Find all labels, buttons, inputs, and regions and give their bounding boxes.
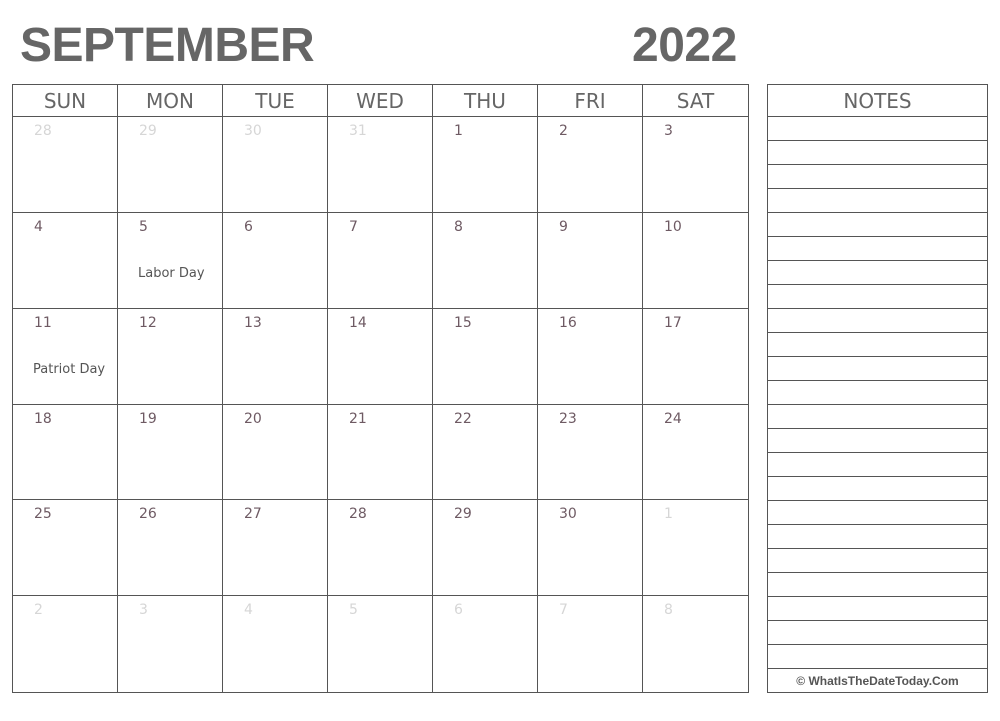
month-title: SEPTEMBER — [20, 19, 315, 72]
day-cell — [13, 309, 118, 405]
day-number: 27 — [244, 506, 262, 523]
note-line — [768, 597, 987, 621]
day-number: 4 — [34, 218, 43, 235]
weekday-header-wed: WED — [328, 85, 433, 117]
day-number: 1 — [664, 506, 673, 523]
day-cell — [643, 117, 748, 213]
weekday-header-thu: THU — [433, 85, 538, 117]
day-cell — [13, 500, 118, 596]
note-line — [768, 645, 987, 669]
day-cell — [433, 405, 538, 501]
day-number: 1 — [454, 123, 463, 139]
day-cell — [643, 309, 748, 405]
day-cell — [223, 596, 328, 692]
day-cell — [643, 500, 748, 596]
note-line — [768, 117, 987, 141]
day-number: 2 — [34, 602, 43, 619]
day-number: 4 — [244, 602, 253, 619]
day-cell — [328, 213, 433, 309]
day-cell — [328, 117, 433, 213]
day-number: 7 — [349, 218, 358, 235]
day-cell — [538, 500, 643, 596]
day-number: 13 — [244, 314, 262, 331]
day-number: 17 — [664, 314, 682, 331]
note-line — [768, 261, 987, 285]
day-number: 25 — [34, 506, 52, 523]
day-cell — [223, 309, 328, 405]
day-number: 29 — [139, 123, 157, 139]
day-number: 6 — [244, 218, 253, 235]
day-cell — [433, 213, 538, 309]
day-number: 24 — [664, 410, 682, 427]
day-number: 8 — [454, 218, 463, 235]
note-line — [768, 237, 987, 261]
day-number: 19 — [139, 410, 157, 427]
day-cell — [223, 213, 328, 309]
day-number: 16 — [559, 314, 577, 331]
note-line — [768, 309, 987, 333]
day-number: 28 — [349, 506, 367, 523]
day-number: 7 — [559, 602, 568, 619]
day-number: 28 — [34, 123, 52, 139]
note-line — [768, 189, 987, 213]
note-line — [768, 357, 987, 381]
day-cell — [118, 117, 223, 213]
day-cell — [328, 309, 433, 405]
note-line — [768, 573, 987, 597]
day-cell — [223, 117, 328, 213]
note-line — [768, 429, 987, 453]
day-cell — [643, 213, 748, 309]
day-cell — [223, 405, 328, 501]
weekday-header-sun: SUN — [13, 85, 118, 117]
year-title: 2022 — [632, 19, 737, 72]
day-number: 26 — [139, 506, 157, 523]
day-cell — [433, 500, 538, 596]
day-cell — [118, 405, 223, 501]
day-cell — [13, 117, 118, 213]
day-number: 23 — [559, 410, 577, 427]
day-cell — [223, 500, 328, 596]
day-number: 9 — [559, 218, 568, 235]
day-number: 22 — [454, 410, 472, 427]
weekday-header-mon: MON — [118, 85, 223, 117]
day-number: 14 — [349, 314, 367, 331]
day-cell — [328, 500, 433, 596]
day-cell — [538, 309, 643, 405]
day-number: 30 — [559, 506, 577, 523]
day-cell — [328, 405, 433, 501]
day-cell — [13, 213, 118, 309]
day-cell — [118, 213, 223, 309]
day-number: 2 — [559, 123, 568, 139]
calendar-grid — [12, 84, 749, 693]
weekday-header-sat: SAT — [643, 85, 748, 117]
day-number: 10 — [664, 218, 682, 235]
day-cell — [538, 117, 643, 213]
holiday-label: Patriot Day — [33, 361, 106, 377]
day-number: 12 — [139, 314, 157, 331]
day-number: 11 — [34, 314, 52, 331]
weekday-header-fri: FRI — [538, 85, 643, 117]
day-cell — [433, 117, 538, 213]
day-number: 3 — [664, 123, 673, 139]
day-cell — [643, 405, 748, 501]
note-line — [768, 285, 987, 309]
day-cell — [433, 596, 538, 692]
day-number: 30 — [244, 123, 262, 139]
note-line — [768, 213, 987, 237]
day-number: 5 — [139, 218, 148, 235]
note-line — [768, 621, 987, 645]
note-line — [768, 381, 987, 405]
note-line — [768, 405, 987, 429]
day-number: 31 — [349, 123, 367, 139]
day-number: 5 — [349, 602, 358, 619]
weekday-header-tue: TUE — [223, 85, 328, 117]
day-cell — [118, 596, 223, 692]
day-cell — [538, 596, 643, 692]
day-number: 29 — [454, 506, 472, 523]
notes-title: NOTES — [768, 85, 987, 117]
day-cell — [118, 309, 223, 405]
note-line — [768, 333, 987, 357]
note-line — [768, 165, 987, 189]
day-cell — [13, 405, 118, 501]
notes-panel — [767, 84, 988, 693]
day-number: 3 — [139, 602, 148, 619]
holiday-label: Labor Day — [138, 265, 205, 281]
note-line — [768, 453, 987, 477]
note-line — [768, 501, 987, 525]
day-cell — [118, 500, 223, 596]
day-cell — [433, 309, 538, 405]
note-line — [768, 141, 987, 165]
day-number: 18 — [34, 410, 52, 427]
day-number: 20 — [244, 410, 262, 427]
day-cell — [328, 596, 433, 692]
day-cell — [13, 596, 118, 692]
day-number: 6 — [454, 602, 463, 619]
day-cell — [643, 596, 748, 692]
note-line — [768, 525, 987, 549]
day-number: 15 — [454, 314, 472, 331]
day-cell — [538, 405, 643, 501]
note-line — [768, 477, 987, 501]
copyright-footer: © WhatIsTheDateToday.Com — [796, 673, 959, 688]
note-line — [768, 549, 987, 573]
day-cell — [538, 213, 643, 309]
day-number: 8 — [664, 602, 673, 619]
day-number: 21 — [349, 410, 367, 427]
